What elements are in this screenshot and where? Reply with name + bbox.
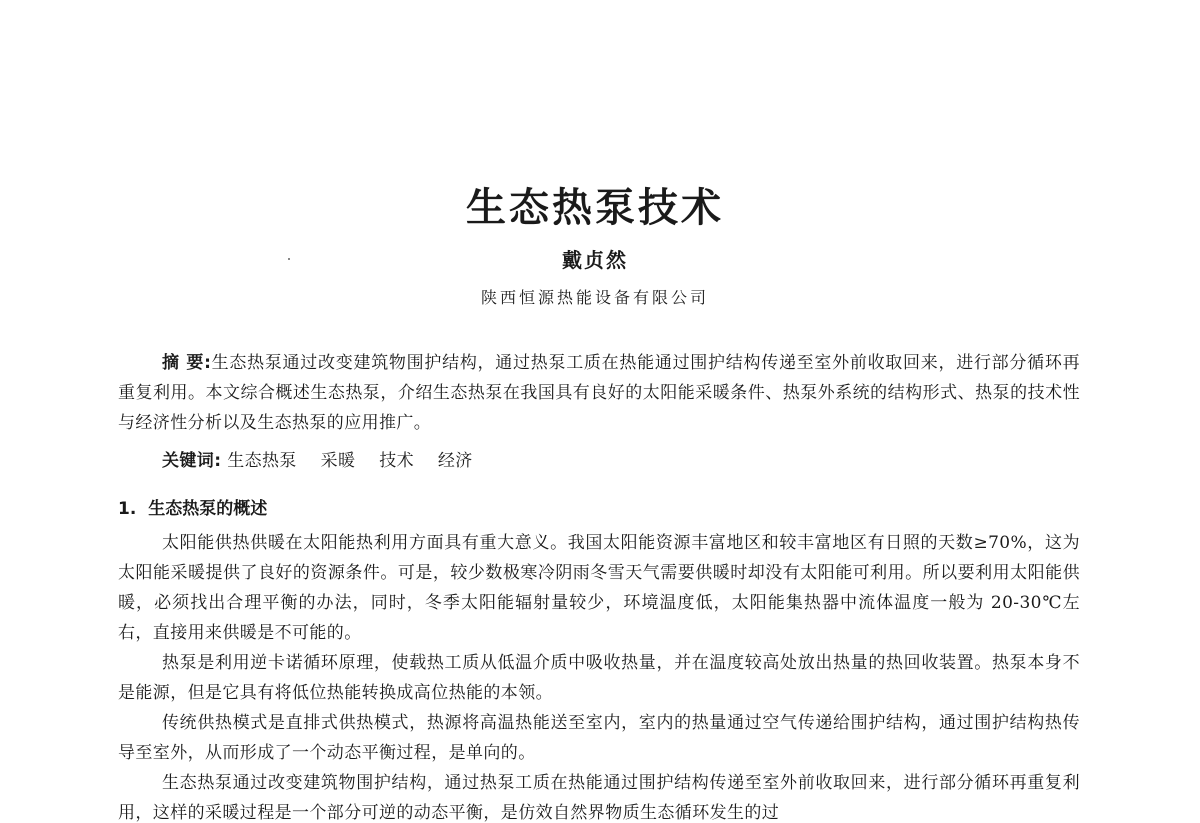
keyword: 经济 xyxy=(437,451,473,471)
abstract-text: 生态热泵通过改变建筑物围护结构，通过热泵工质在热能通过围护结构传递至室外前收取回来，进行部分循环再重复利用。本文综合概述生态热泵，介绍生态热泵在我国具有良好的太阳能采暖条件、热泵外系统的结构形式、热泵的技术性与经济性分析以及生态热泵的应用推广。 xyxy=(118,353,1080,433)
body-paragraph: 传统供热模式是直排式供热模式，热源将高温热能送至室内，室内的热量通过空气传递给围护结构，通过围护结构热传导至室外，从而形成了一个动态平衡过程，是单向的。 xyxy=(118,713,1080,763)
keyword: 生态热泵 xyxy=(227,451,297,471)
keyword: 技术 xyxy=(379,451,415,471)
abstract xyxy=(118,348,1080,438)
section-title: 生态热泵的概述 xyxy=(148,499,268,519)
abstract-label: 摘 要: xyxy=(162,353,212,373)
paper-title: 生态热泵技术 xyxy=(466,185,724,231)
author-name: 戴贞然 xyxy=(562,248,628,272)
section-heading xyxy=(118,494,267,524)
body-paragraph: 太阳能供热供暖在太阳能热利用方面具有重大意义。我国太阳能资源丰富地区和较丰富地区有日照的天数≥70%，这为太阳能采暖提供了良好的资源条件。可是，较少数极寒冷阴雨冬雪天气需要供暖时却没有太阳能可利用。所以要利用太阳能供暖，必须找出合理平衡的办法，同时，冬季太阳能辐射量较少，环境温度低，太阳能集热器中流体温度一般为 20-30℃左右，直接用来供暖是不可能的。 xyxy=(118,533,1080,643)
affiliation: 陕西恒源热能设备有限公司 xyxy=(480,288,709,307)
keywords-label: 关键词: xyxy=(162,451,222,471)
section-body xyxy=(118,528,1080,823)
body-paragraph: 生态热泵通过改变建筑物围护结构，通过热泵工质在热能通过围护结构传递至室外前收取回来，进行部分循环再重复利用，这样的采暖过程是一个部分可逆的动态平衡，是仿效自然界物质生态循环发生的过 xyxy=(118,773,1080,823)
body-paragraph: 热泵是利用逆卡诺循环原理，使载热工质从低温介质中吸收热量，并在温度较高处放出热量的热回收装置。热泵本身不是能源，但是它具有将低位热能转换成高位热能的本领。 xyxy=(118,653,1080,703)
section-number: 1. xyxy=(118,499,137,519)
keyword: 采暖 xyxy=(320,451,356,471)
keywords xyxy=(118,446,1080,476)
